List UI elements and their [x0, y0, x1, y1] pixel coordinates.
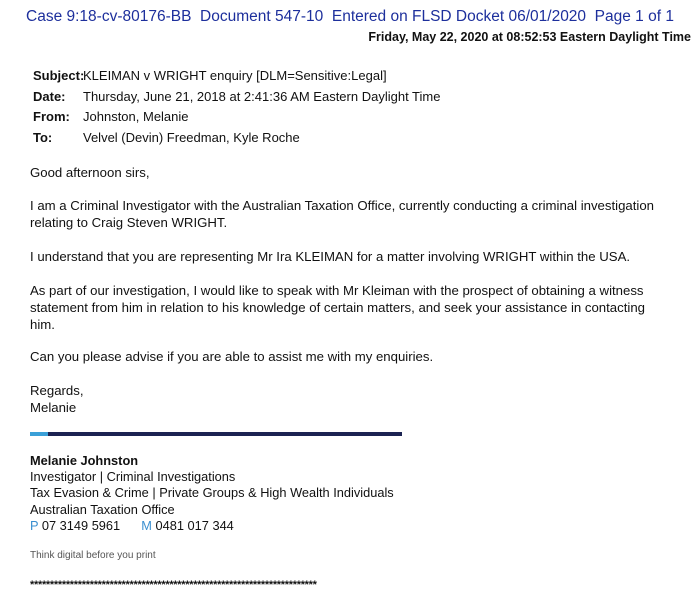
paragraph-advise: Can you please advise if you are able to assist me with my enquiries.: [30, 349, 434, 364]
from-value: Johnston, Melanie: [83, 109, 189, 124]
docket-header: [26, 8, 674, 26]
page-count: Page 1 of 1: [594, 8, 674, 25]
signature-block: [30, 453, 394, 534]
signature-divider-accent: [30, 432, 48, 436]
phone-number[interactable]: 07 3149 5961: [41, 517, 121, 533]
signature-name: Melanie Johnston: [30, 453, 139, 468]
mobile-label: M: [141, 517, 152, 533]
asterisk-separator: ************************************************************************: [30, 579, 317, 591]
signature-title: Investigator | Criminal Investigations: [30, 469, 236, 485]
docket-entry: Entered on FLSD Docket 06/01/2020: [331, 8, 587, 25]
paragraph-request: [30, 282, 645, 333]
from-row: [33, 107, 440, 128]
email-headers: [33, 66, 440, 148]
paragraph-line: I am a Criminal Investigator with the Australian Taxation Office, currently conducting a criminal investigation: [30, 198, 655, 213]
closing-name: Melanie: [30, 400, 77, 415]
paragraph-line: him.: [30, 317, 55, 332]
signature-phones: [30, 518, 394, 534]
signature-organisation: Australian Taxation Office: [30, 501, 175, 517]
closing-block: [30, 382, 84, 416]
paragraph-line: As part of our investigation, I would like to speak with Mr Kleiman with the prospect of obtaining a witness: [30, 283, 644, 298]
subject-value: KLEIMAN v WRIGHT enquiry [DLM=Sensitive:Legal]: [83, 68, 387, 83]
footer-note: Think digital before you print: [30, 550, 156, 561]
mobile-number[interactable]: 0481 017 344: [155, 517, 234, 533]
phone-label: P: [30, 517, 39, 533]
case-number: Case 9:18-cv-80176-BB: [26, 8, 192, 25]
from-label: From:: [33, 109, 70, 124]
to-row: [33, 128, 440, 149]
document-number: Document 547-10: [200, 8, 324, 25]
to-label: To:: [33, 129, 53, 145]
paragraph-representation: I understand that you are representing Mr Ira KLEIMAN for a matter involving WRIGHT within the USA.: [30, 249, 631, 264]
paragraph-line: relating to Craig Steven WRIGHT.: [30, 215, 228, 230]
to-value: Velvel (Devin) Freedman, Kyle Roche: [83, 129, 300, 145]
date-value: Thursday, June 21, 2018 at 2:41:36 AM Eastern Daylight Time: [83, 88, 441, 104]
signature-division: Tax Evasion & Crime | Private Groups & High Wealth Individuals: [30, 485, 394, 501]
paragraph-line: statement from him in relation to his knowledge of certain matters, and seek your assistance in contacting: [30, 300, 645, 315]
subject-row: [33, 66, 440, 87]
subject-label: Subject:: [33, 68, 85, 83]
greeting: Good afternoon sirs,: [30, 165, 150, 180]
signature-divider: [30, 432, 402, 436]
date-row: [33, 87, 440, 108]
paragraph-introduction: [30, 197, 654, 231]
date-label: Date:: [33, 88, 66, 104]
printed-timestamp: Friday, May 22, 2020 at 08:52:53 Eastern Daylight Time: [368, 30, 691, 44]
closing: Regards,: [30, 383, 84, 398]
